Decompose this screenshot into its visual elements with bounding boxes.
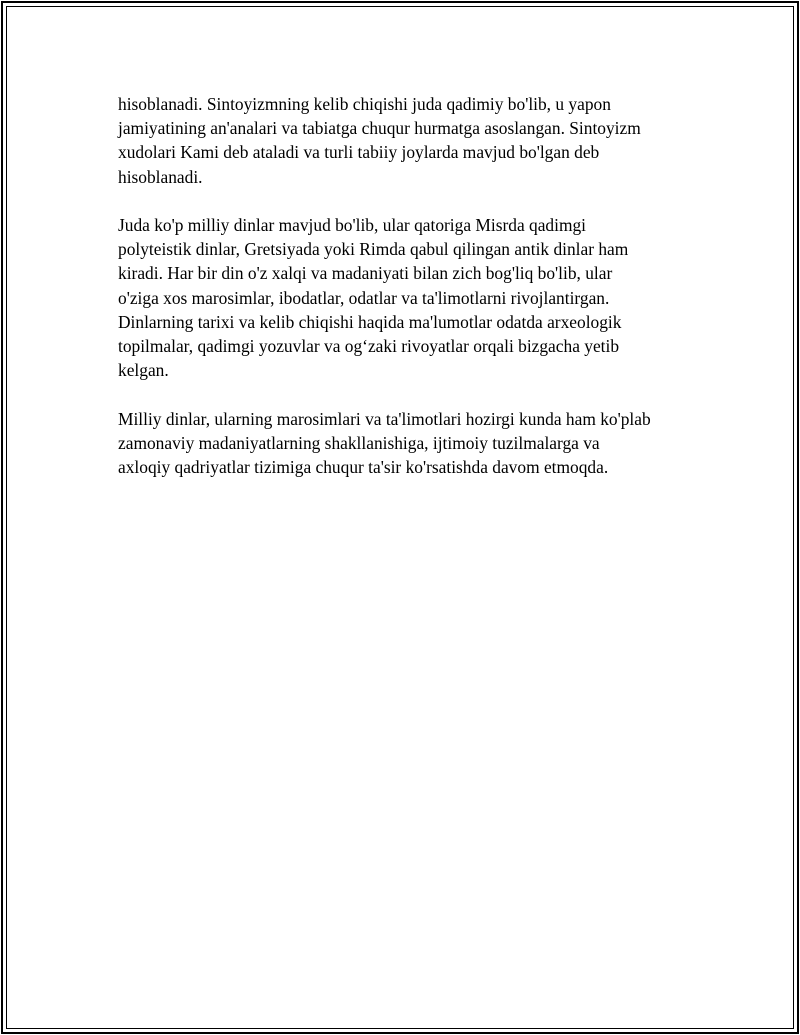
- paragraph-1: hisoblanadi. Sintoyizmning kelib chiqishi juda qadimiy bo'lib, u yapon jamiyatining an'analari va tabiatga chuqur hurmatga asoslangan. Sintoyizm xudolari Kami deb ataladi va turli tabiiy joylarda mavjud bo'lgan deb hisoblanadi.: [118, 94, 641, 187]
- paragraph-2: Juda ko'p milliy dinlar mavjud bo'lib, ular qatoriga Misrda qadimgi polyteistik dinlar, Gretsiyada yoki Rimda qabul qilingan antik dinlar ham kiradi. Har bir din o'z xalqi va madaniyati bilan zich bog'liq bo'lib, ular o'ziga xos marosimlar, ibodatlar, odatlar va ta'limotlarni rivojlantirgan. Dinlarning tarixi va kelib chiqishi haqida ma'lumotlar odatda arxeologik topilmalar, qadimgi yozuvlar va og‘zaki rivoyatlar orqali bizgacha yetib kelgan.: [118, 215, 629, 381]
- document-body: [118, 92, 708, 503]
- paragraph-3: Milliy dinlar, ularning marosimlari va ta'limotlari hozirgi kunda ham ko'plab zamonaviy madaniyatlarning shakllanishiga, ijtimoiy tuzilmalarga va axloqiy qadriyatlar tizimiga chuqur ta'sir ko'rsatishda davom etmoqda.: [118, 408, 651, 478]
